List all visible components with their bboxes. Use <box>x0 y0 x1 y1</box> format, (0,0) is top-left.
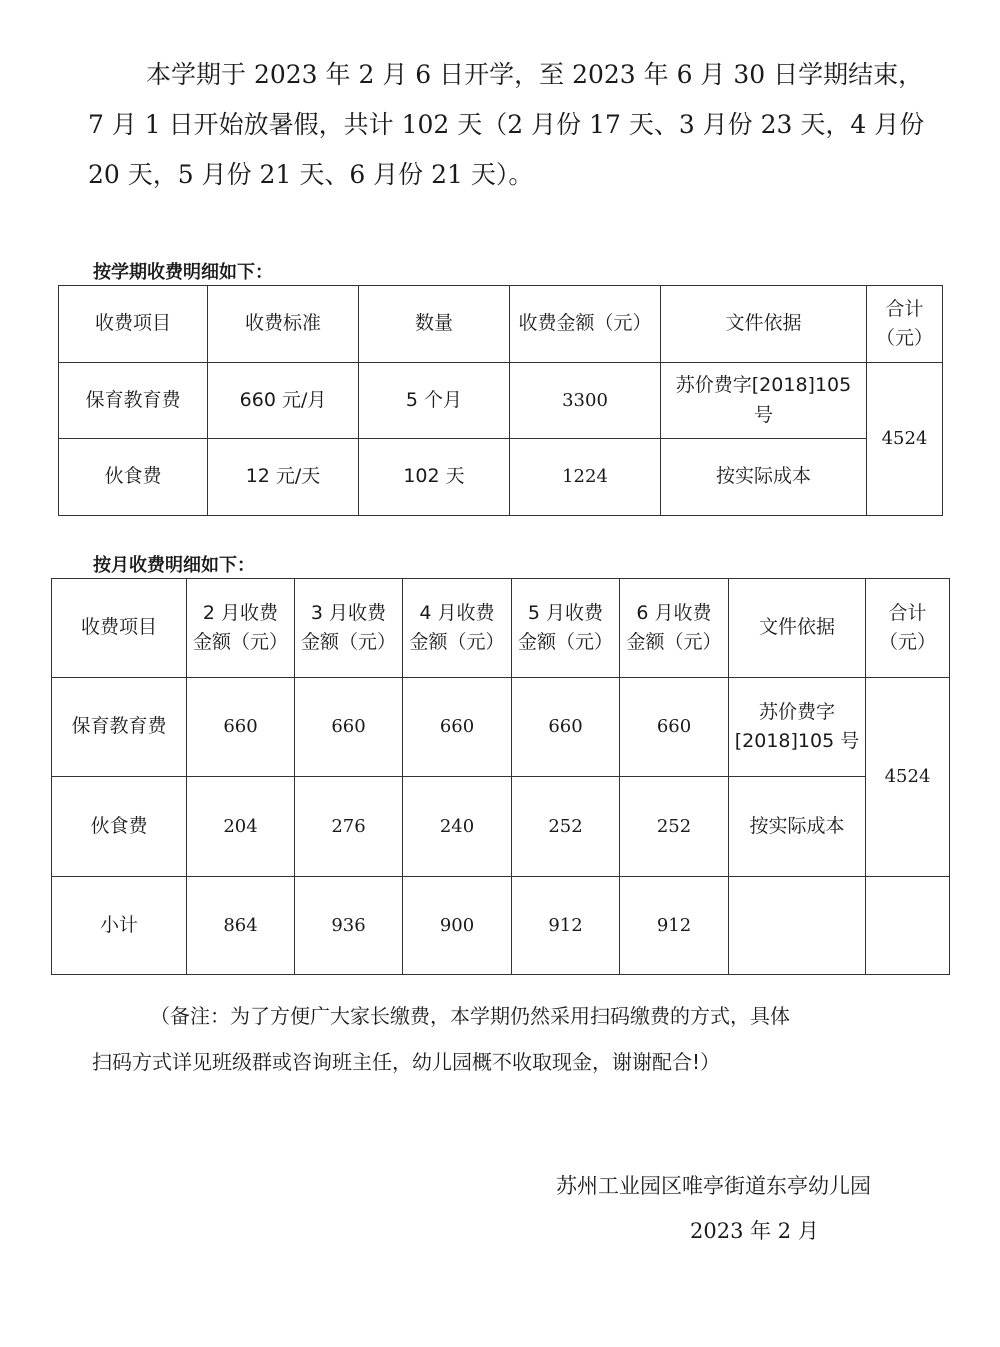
semester-table-heading: 按学期收费明细如下： <box>93 262 273 283</box>
value-cell: 660 <box>620 678 729 777</box>
header-cell: 文件依据 <box>661 286 867 363</box>
month-header-cell <box>187 579 295 678</box>
value-cell: 252 <box>512 777 620 877</box>
basis-cell <box>729 678 866 777</box>
month-header-cell <box>620 579 729 678</box>
value-cell: 864 <box>187 877 295 975</box>
total-cell: 4524 <box>867 363 943 516</box>
value-cell: 912 <box>512 877 620 975</box>
header-cell-total <box>867 286 943 363</box>
table-header-row <box>59 286 943 363</box>
note-line-1: （备注：为了方便广大家长缴费，本学期仍然采用扫码缴费的方式，具体 <box>150 1004 790 1028</box>
intro-line-2: 7 月 1 日开始放暑假，共计 102 天（2 月份 17 天、3 月份 23 天，4 月份 <box>88 110 925 139</box>
standard-cell: 660 元/月 <box>208 363 359 439</box>
item-cell: 保育教育费 <box>52 678 187 777</box>
item-cell: 保育教育费 <box>59 363 208 439</box>
value-cell: 900 <box>403 877 512 975</box>
value-cell: 936 <box>295 877 403 975</box>
month-header-line: 3 月收费 <box>310 601 387 624</box>
basis-line: 苏价费字 <box>758 700 835 723</box>
month-header-cell <box>403 579 512 678</box>
empty-total-cell <box>866 877 950 975</box>
semester-fee-table <box>58 285 943 516</box>
signature-date: 2023 年 2 月 <box>690 1219 819 1243</box>
month-header-line: 2 月收费 <box>202 601 279 624</box>
basis-cell <box>729 877 866 975</box>
header-cell: 收费标准 <box>208 286 359 363</box>
header-cell: 收费金额（元） <box>510 286 661 363</box>
value-cell: 660 <box>295 678 403 777</box>
value-cell: 240 <box>403 777 512 877</box>
basis-cell: 按实际成本 <box>729 777 866 877</box>
intro-line-3: 20 天，5 月份 21 天、6 月份 21 天）。 <box>88 160 534 189</box>
month-header-line: 金额（元） <box>626 631 722 653</box>
value-cell: 204 <box>187 777 295 877</box>
basis-line: 号 <box>753 403 773 426</box>
header-total-label: 合计 <box>888 601 927 624</box>
header-total-unit: （元） <box>878 631 936 653</box>
month-header-line: 5 月收费 <box>527 601 604 624</box>
value-cell: 276 <box>295 777 403 877</box>
table-row <box>59 363 943 439</box>
value-cell: 660 <box>187 678 295 777</box>
item-cell: 伙食费 <box>52 777 187 877</box>
table-row <box>52 777 950 877</box>
basis-line: 苏价费字[2018]105 <box>675 374 852 397</box>
note-line-2: 扫码方式详见班级群或咨询班主任，幼儿园概不收取现金，谢谢配合!） <box>92 1050 721 1074</box>
header-total-label: 合计 <box>885 297 924 320</box>
month-header-line: 6 月收费 <box>636 601 712 624</box>
month-header-line: 金额（元） <box>517 631 613 653</box>
amount-cell: 1224 <box>510 439 661 516</box>
basis-cell <box>661 363 867 439</box>
month-header-cell <box>295 579 403 678</box>
monthly-fee-table <box>51 578 950 975</box>
monthly-table-heading: 按月收费明细如下： <box>93 555 255 576</box>
month-header-line: 金额（元） <box>192 631 288 653</box>
basis-cell: 按实际成本 <box>661 439 867 516</box>
total-cell: 4524 <box>866 678 950 877</box>
intro-line-1: 本学期于 2023 年 2 月 6 日开学，至 2023 年 6 月 30 日学期结束， <box>146 60 924 89</box>
amount-cell: 3300 <box>510 363 661 439</box>
quantity-cell: 5 个月 <box>359 363 510 439</box>
table-row <box>52 877 950 975</box>
month-header-line: 金额（元） <box>409 631 505 653</box>
value-cell: 912 <box>620 877 729 975</box>
signature-org: 苏州工业园区唯亭街道东亭幼儿园 <box>556 1174 871 1198</box>
table-row <box>52 678 950 777</box>
header-cell: 收费项目 <box>59 286 208 363</box>
value-cell: 660 <box>403 678 512 777</box>
header-cell-total <box>866 579 950 678</box>
header-cell: 收费项目 <box>52 579 187 678</box>
value-cell: 252 <box>620 777 729 877</box>
header-cell: 数量 <box>359 286 510 363</box>
table-row <box>59 439 943 516</box>
quantity-cell: 102 天 <box>359 439 510 516</box>
value-cell: 660 <box>512 678 620 777</box>
item-cell: 小计 <box>52 877 187 975</box>
table-header-row <box>52 579 950 678</box>
item-cell: 伙食费 <box>59 439 208 516</box>
header-cell: 文件依据 <box>729 579 866 678</box>
basis-line: [2018]105 号 <box>734 730 860 752</box>
month-header-line: 金额（元） <box>300 631 396 653</box>
month-header-cell <box>512 579 620 678</box>
month-header-line: 4 月收费 <box>419 601 495 624</box>
standard-cell: 12 元/天 <box>208 439 359 516</box>
header-total-unit: （元） <box>875 327 933 349</box>
